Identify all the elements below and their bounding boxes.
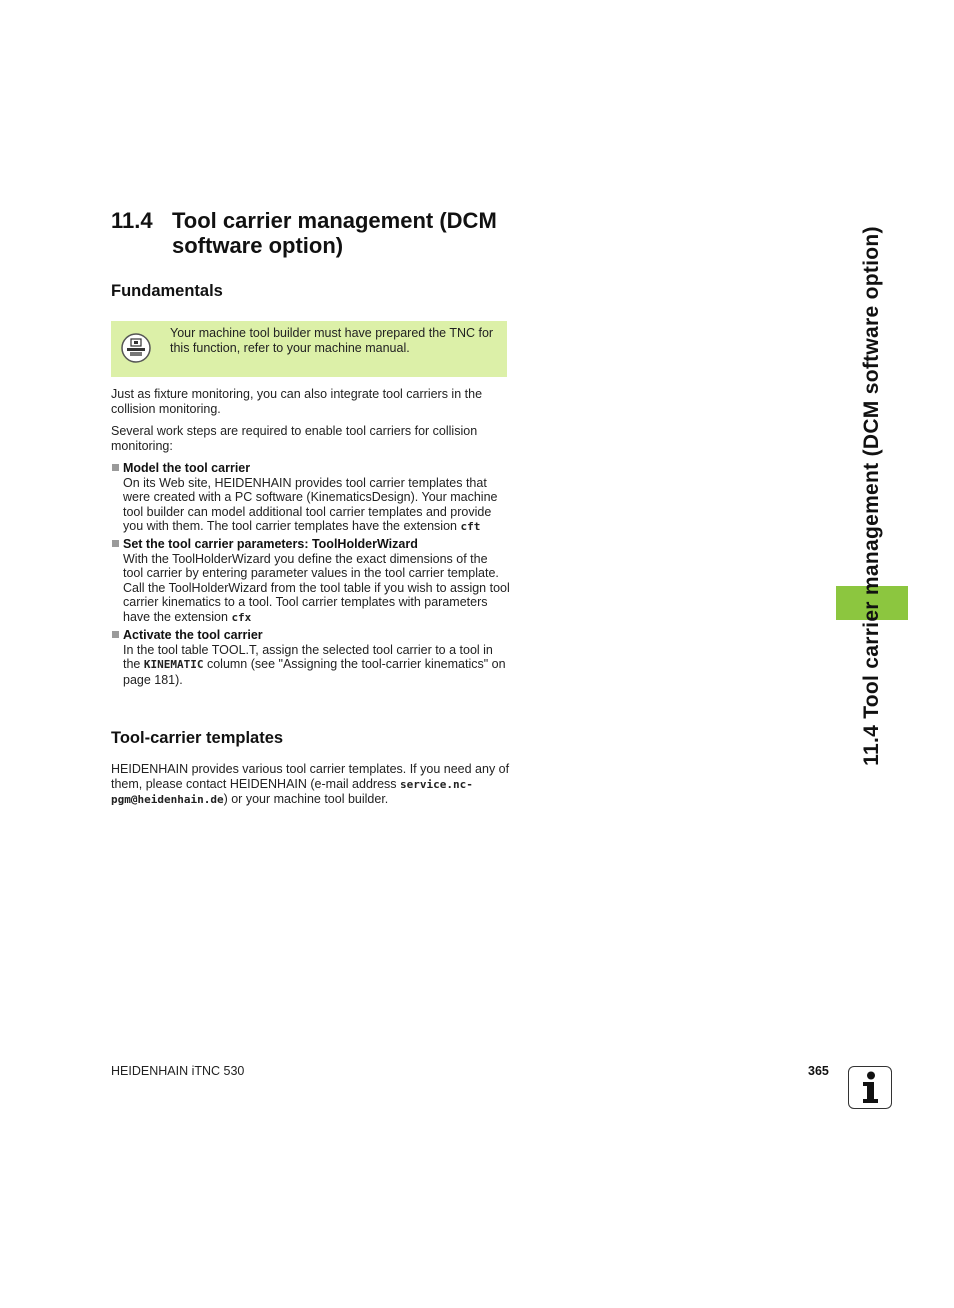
section-number: 11.4 <box>111 208 153 233</box>
footer-product: HEIDENHAIN iTNC 530 <box>111 1064 245 1078</box>
email-address-part1[interactable]: service.nc- <box>400 777 473 791</box>
extension-code: cft <box>460 520 481 533</box>
email-address-part2[interactable]: pgm@heidenhain.de <box>111 793 224 806</box>
bullet-body <box>123 643 511 688</box>
templates-text-before: HEIDENHAIN provides various tool carrier templates. If you need any of them, please contact HEIDENHAIN (e-mail address <box>111 762 510 791</box>
bullet-square-icon <box>112 540 119 547</box>
bullet-body <box>123 476 511 535</box>
bullet-square-icon <box>112 631 119 638</box>
page-number: 365 <box>808 1064 829 1078</box>
templates-text-after: ) or your machine tool builder. <box>223 792 389 806</box>
fundamentals-heading: Fundamentals <box>111 282 223 300</box>
bullet-title: Activate the tool carrier <box>123 628 263 642</box>
side-tab-text: 11.4 Tool carrier management (DCM software option) <box>860 226 883 766</box>
bullet-text-before: In the tool table TOOL.T, assign the selected tool carrier to a tool in the <box>123 642 493 671</box>
bullet-text: With the ToolHolderWizard you define the exact dimensions of the tool carrier by entering parameter values in the tool carrier template. Call the ToolHolderWizard from the tool table if you wish to assign tool carrier kinematics to a tool. Tool carrier templates with parameters have the extension <box>123 551 510 624</box>
paragraph-2: Several work steps are required to enable tool carriers for collision monitoring: <box>111 424 478 453</box>
bullet-text-after: column (see "Assigning the tool-carrier kinematics" on page 181). <box>123 657 506 687</box>
info-glyph <box>849 1067 890 1107</box>
templates-heading: Tool-carrier templates <box>111 729 284 747</box>
section-title-text: Tool carrier management (DCM software option) <box>172 208 497 258</box>
bullet-title: Set the tool carrier parameters: ToolHolderWizard <box>123 537 418 551</box>
machine-builder-icon <box>121 333 151 363</box>
note-text: Your machine tool builder must have prepared the TNC for this function, refer to your machine manual. <box>170 326 494 355</box>
bullet-text: On its Web site, HEIDENHAIN provides tool carrier templates that were created with a PC software (KinematicsDesign). Your machine tool builder can model additional tool carrier templates and provide you with them. The tool carrier templates have the extension <box>123 475 498 533</box>
note-box <box>111 321 507 377</box>
templates-paragraph <box>111 762 511 808</box>
bullet-title: Model the tool carrier <box>123 461 251 475</box>
bullet-body <box>123 552 511 626</box>
extension-code: cfx <box>231 610 252 624</box>
paragraph-1: Just as fixture monitoring, you can also integrate tool carriers in the collision monitoring. <box>111 387 483 416</box>
bullet-square-icon <box>112 464 119 471</box>
info-icon <box>848 1066 892 1109</box>
kinematic-code: KINEMATIC <box>143 658 204 671</box>
